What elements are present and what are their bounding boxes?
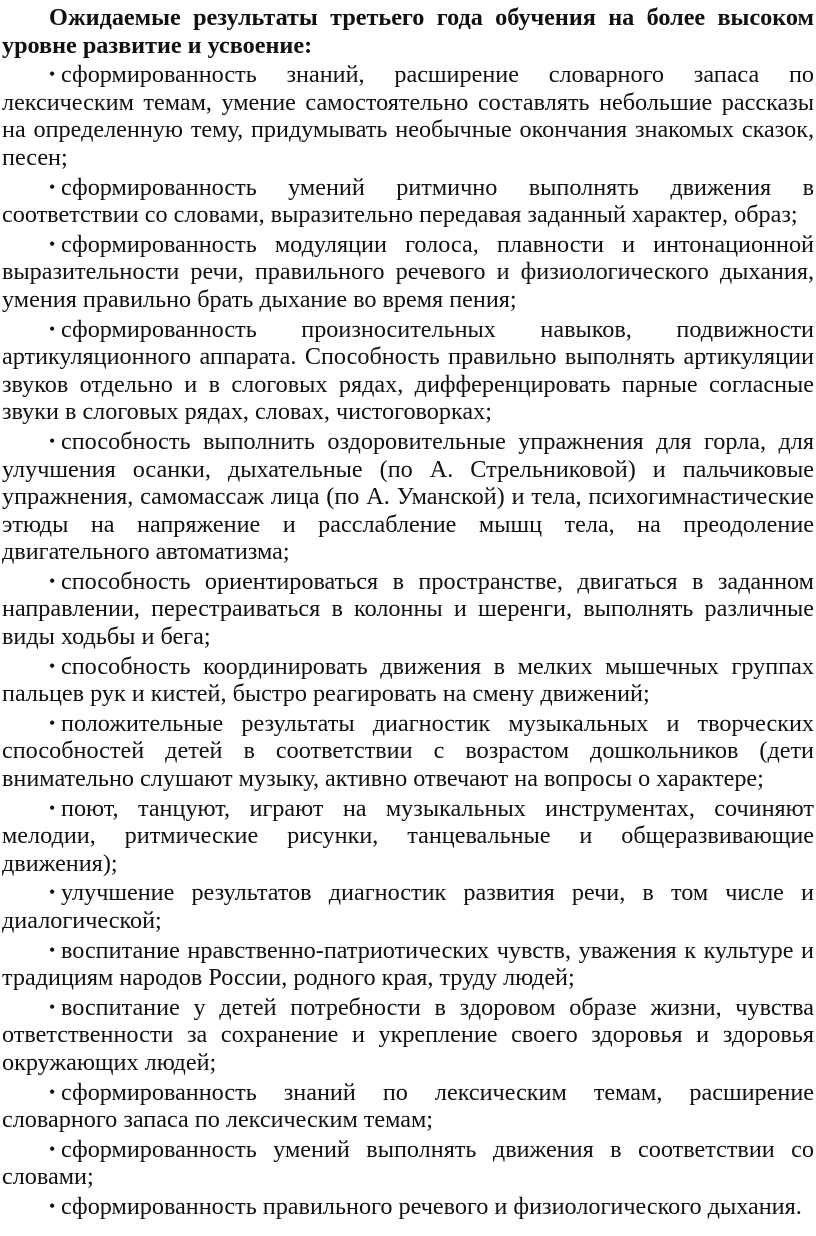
list-item: [2, 316, 814, 426]
list-item: [2, 231, 814, 314]
list-item-text: воспитание у детей потребности в здоровом образе жизни, чувства ответственности за сохранение и укрепление своего здоровья и здоровья окружающих людей;: [2, 993, 814, 1076]
list-item: [2, 710, 814, 793]
list-item: [2, 653, 814, 708]
bullet-icon: •: [49, 797, 56, 818]
bullet-icon: •: [49, 1081, 56, 1102]
list-item-text: воспитание нравственно-патриотических чувств, уважения к культуре и традициям народов России, родного края, труду людей;: [2, 936, 814, 992]
list-item-text: положительные результаты диагностик музыкальных и творческих способностей детей в соответствии с возрастом дошкольников (дети внимательно слушают музыку, активно отвечают на вопросы о характере;: [2, 709, 814, 793]
list-item-text: способность координировать движения в мелких мышечных группах пальцев рук и кистей, быстро реагировать на смену движений;: [2, 652, 814, 708]
list-item-text: сформированность произносительных навыков, подвижности артикуляционного аппарата. Способность правильно выполнять артикуляции звуков отдельно и в слоговых рядах, дифференцировать парные согласные звуки в слоговых рядах, словах, чистоговорках;: [2, 315, 814, 426]
bullet-icon: •: [49, 318, 56, 339]
list-item: [2, 61, 814, 171]
bullet-icon: •: [49, 712, 56, 733]
bullet-icon: •: [49, 570, 56, 591]
list-item: [2, 1079, 814, 1134]
bullet-icon: •: [49, 64, 56, 85]
list-item-text: сформированность модуляции голоса, плавности и интонационной выразительности речи, правильного речевого и физиологического дыхания, умения правильно брать дыхание во время пения;: [2, 230, 814, 313]
list-item-text: сформированность знаний по лексическим темам, расширение словарного запаса по лексическим темам;: [2, 1078, 814, 1134]
list-item: [2, 879, 814, 934]
list-item: [2, 937, 814, 992]
list-item: [2, 1136, 814, 1191]
list-item: [2, 994, 814, 1077]
bullet-icon: •: [49, 176, 56, 197]
bullet-icon: •: [49, 1138, 56, 1159]
bullet-icon: •: [49, 882, 56, 903]
list-item-text: улучшение результатов диагностик развития речи, в том числе и диалогической;: [2, 879, 814, 934]
bullet-icon: •: [49, 233, 56, 254]
results-list: [2, 61, 814, 1220]
bullet-icon: •: [49, 939, 56, 960]
list-item-text: сформированность знаний, расширение словарного запаса по лексическим темам, умение самостоятельно составлять небольшие рассказы на определенную тему, придумывать необычные окончания знакомых сказок, песен;: [2, 61, 814, 171]
list-item-text: способность ориентироваться в пространстве, двигаться в заданном направлении, перестраиваться в колонны и шеренги, выполнять различные виды ходьбы и бега;: [2, 567, 814, 651]
document-heading: Ожидаемые результаты третьего года обучения на более высоком уровне развитие и усвоение:: [2, 4, 814, 59]
list-item-text: сформированность умений ритмично выполнять движения в соответствии со словами, выразительно передавая заданный характер, образ;: [2, 173, 814, 229]
bullet-icon: •: [49, 1195, 56, 1216]
list-item-text: сформированность правильного речевого и физиологического дыхания.: [61, 1192, 802, 1220]
bullet-icon: •: [49, 996, 56, 1017]
list-item-text: поют, танцуют, играют на музыкальных инструментах, сочиняют мелодии, ритмические рисунки, танцевальные и общеразвивающие движения);: [2, 794, 814, 877]
list-item: [2, 568, 814, 651]
list-item: [2, 174, 814, 229]
list-item: [2, 1193, 814, 1221]
list-item: [2, 795, 814, 878]
bullet-icon: •: [49, 655, 56, 676]
list-item-text: сформированность умений выполнять движения в соответствии со словами;: [2, 1135, 814, 1191]
list-item-text: способность выполнить оздоровительные упражнения для горла, для улучшения осанки, дыхательные (по А. Стрельниковой) и пальчиковые упражнения, самомассаж лица (по А. Уманской) и тела, психогимнастические этюды на напряжение и расслабление мышц тела, на преодоление двигательного автоматизма;: [2, 427, 814, 566]
list-item: [2, 428, 814, 566]
bullet-icon: •: [49, 430, 56, 451]
